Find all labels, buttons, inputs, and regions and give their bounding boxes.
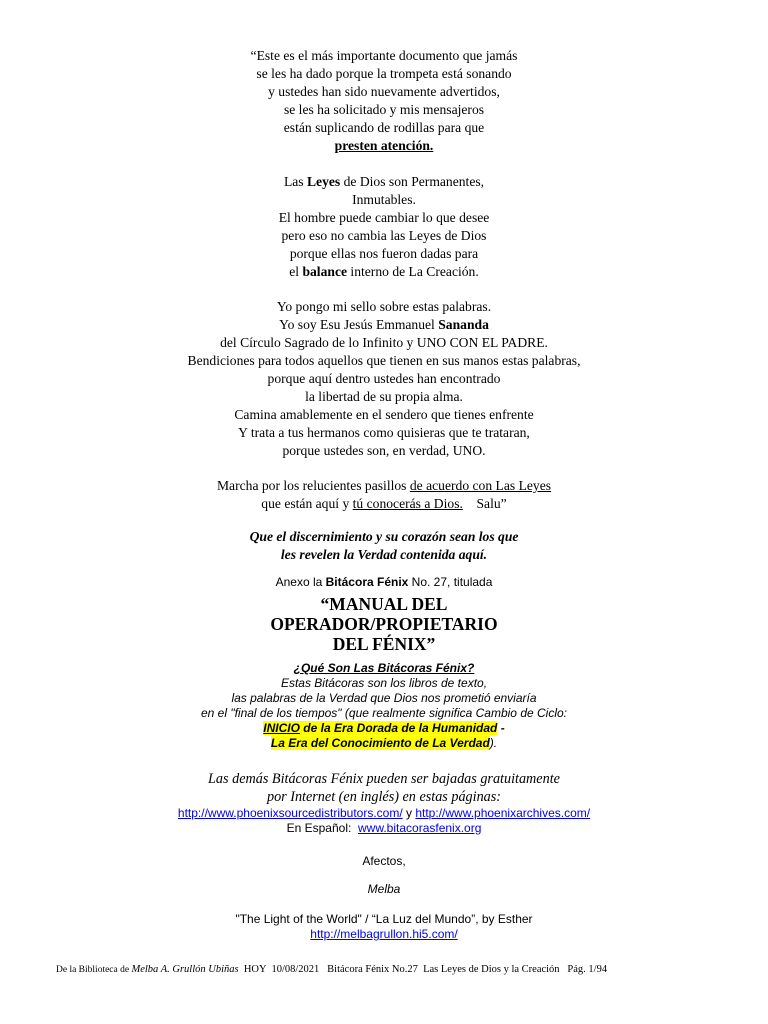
footer-info: HOY 10/08/2021 Bitácora Fénix No.27 Las Leyes de Dios y la Creación Pág. 1/94 (238, 964, 608, 975)
link-phoenixsourcedistributors[interactable]: http://www.phoenixsourcedistributors.com/ (177, 806, 403, 820)
poem-line: El hombre puede cambiar lo que desee (278, 210, 490, 225)
text: No. 27, titulada (408, 575, 493, 589)
about-line: en el "final de los tiempos" (que realmente significa Cambio de Ciclo: (200, 706, 568, 720)
poem-line (0, 477, 768, 495)
document-title (0, 594, 768, 654)
credit-link-line (0, 927, 768, 942)
text: - (497, 721, 505, 735)
annex-text (0, 575, 768, 590)
section-heading: ¿Qué Son Las Bitácoras Fénix? (293, 661, 475, 675)
poem-emphasis: presten atención. (334, 138, 434, 153)
poem-line: la libertad de su propia alma. (305, 389, 463, 404)
text: interno de La Creación. (347, 264, 479, 279)
highlight-line (0, 721, 768, 736)
downloads-links (0, 806, 768, 836)
closing-line: Que el discernimiento y su corazón sean los que (249, 529, 519, 544)
text: el (289, 264, 303, 279)
page-footer (56, 964, 607, 975)
poem-stanza-4 (0, 477, 768, 513)
text: ). (489, 736, 498, 750)
poem-line (0, 495, 768, 513)
poem-line: Bendiciones para todos aquellos que tienen en sus manos estas palabras, (187, 353, 581, 368)
poem-line: Yo pongo mi sello sobre estas palabras. (276, 299, 492, 314)
closing-line: les revelen la Verdad contenida aquí. (280, 547, 488, 562)
signoff-name (0, 882, 768, 897)
afectos-text: Afectos, (362, 854, 406, 868)
signoff-afectos (0, 854, 768, 869)
text: Anexo la (275, 575, 326, 589)
underlined-text: INICIO (263, 721, 300, 735)
credit-text: "The Light of the World" / “La Luz del Mundo”, by Esther (235, 912, 533, 926)
highlighted-text: La Era del Conocimiento de La Verdad (270, 736, 490, 750)
poem-line: se les ha solicitado y mis mensajeros (283, 102, 485, 117)
poem-line: y ustedes han sido nuevamente advertidos, (268, 84, 500, 99)
poem-line (0, 316, 768, 334)
text: Marcha por los relucientes pasillos (216, 478, 410, 493)
link-melbagrullon[interactable]: http://melbagrullon.hi5.com/ (310, 927, 458, 941)
poem-closing (0, 528, 768, 564)
poem-line (0, 263, 768, 281)
poem-line: “Este es el más importante documento que jamás (250, 48, 518, 63)
poem-line (0, 173, 768, 191)
title-line: OPERADOR/PROPIETARIO (270, 614, 498, 634)
text: Las (283, 174, 307, 189)
footer-library: De la Biblioteca de (56, 965, 132, 975)
text: Yo soy Esu Jesús Emmanuel (279, 317, 439, 332)
title-line: “MANUAL DEL (320, 594, 448, 614)
downloads-line: Las demás Bitácoras Fénix pueden ser bajadas gratuitamente (208, 771, 560, 787)
text: y (402, 806, 416, 820)
text: de la Era Dorada de la Humanidad (299, 721, 498, 735)
title-line: DEL FÉNIX” (332, 634, 436, 654)
poem-line: Camina amablemente en el sendero que tienes enfrente (234, 407, 534, 422)
poem-line: se les ha dado porque la trompeta está sonando (256, 66, 512, 81)
poem-stanza-3 (0, 298, 768, 460)
poem-line: Inmutables. (352, 192, 416, 207)
poem-stanza-1 (0, 47, 768, 155)
bold-word: Sananda (438, 317, 489, 332)
underlined-text: de acuerdo con Las Leyes (409, 478, 552, 493)
links-line (0, 806, 768, 821)
highlighted-text (263, 721, 497, 735)
poem-stanza-2 (0, 173, 768, 281)
poem-line: pero eso no cambia las Leyes de Dios (281, 228, 487, 243)
about-section (0, 661, 768, 751)
poem-line: del Círculo Sagrado de lo Infinito y UNO CON EL PADRE. (220, 335, 548, 350)
highlight-line (0, 736, 768, 751)
link-bitacorasfenix[interactable]: www.bitacorasfenix.org (358, 821, 482, 835)
text: de Dios son Permanentes, (340, 174, 485, 189)
about-line: Estas Bitácoras son los libros de texto, (280, 676, 488, 690)
downloads-text (0, 770, 768, 806)
bold-word: balance (302, 264, 348, 279)
annex-line (0, 575, 768, 590)
downloads-line: por Internet (en inglés) en estas páginas: (266, 789, 502, 805)
about-line: las palabras de la Verdad que Dios nos prometió enviaría (231, 691, 537, 705)
signature-name: Melba (367, 882, 401, 896)
text: que están aquí y (261, 496, 353, 511)
footer-author: Melba A. Grullón Ubiñas (131, 964, 239, 975)
bold-word: Bitácora Fénix (325, 575, 409, 589)
poem-line: porque ellas nos fueron dadas para (289, 246, 479, 261)
poem-line: porque ustedes son, en verdad, UNO. (282, 443, 486, 458)
credit-block (0, 912, 768, 942)
spanish-line (0, 821, 768, 836)
text: Salu” (462, 496, 507, 511)
poem-line: están suplicando de rodillas para que (283, 120, 485, 135)
bold-word: Leyes (306, 174, 341, 189)
text: En Español: (286, 821, 358, 835)
underlined-text: tú conocerás a Dios. (352, 496, 463, 511)
link-phoenixarchives[interactable]: http://www.phoenixarchives.com/ (415, 806, 591, 820)
poem-line: Y trata a tus hermanos como quisieras que te trataran, (238, 425, 530, 440)
poem-line: porque aquí dentro ustedes han encontrado (267, 371, 501, 386)
